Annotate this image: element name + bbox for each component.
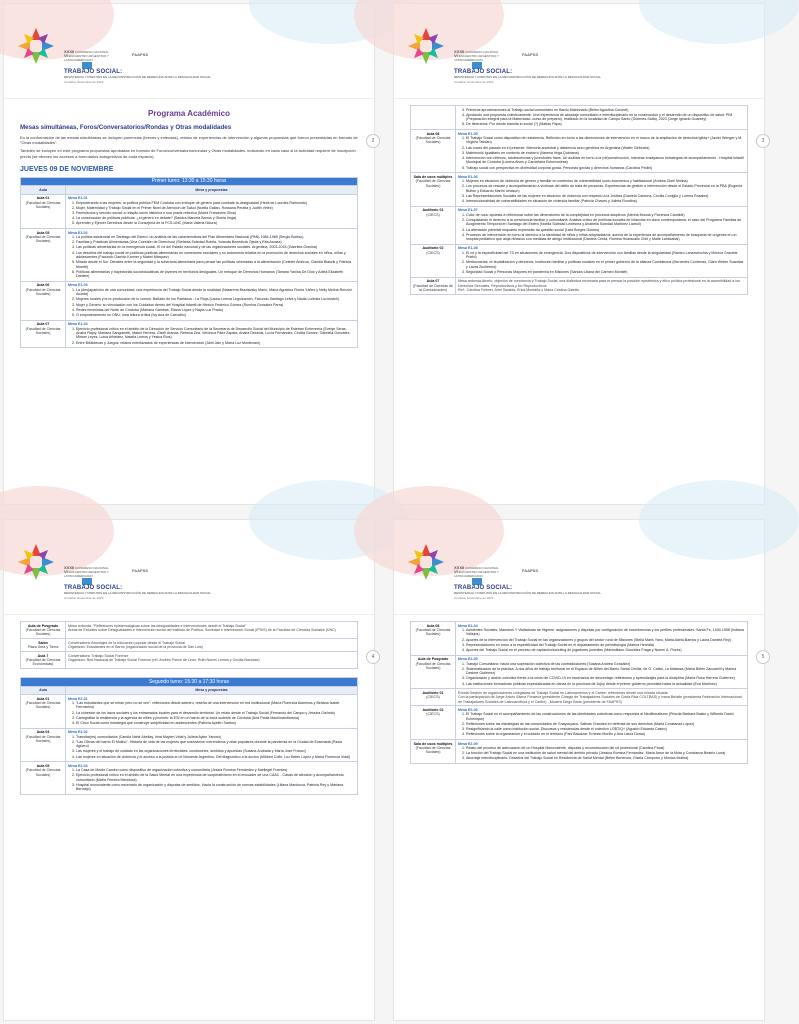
presentation-item: 2. Mujer, Maternidad y Trabajo Social en el Primer Nivel de Atención de Salud (Noelia Gaitan, Rossana Peralta y Judith Vélez) — [76, 206, 355, 210]
room-cell — [21, 281, 66, 320]
room-location: (CIECS) — [426, 712, 440, 717]
event-title: TRABAJO SOCIAL: — [454, 69, 513, 75]
table-row — [21, 281, 358, 320]
presentation-list — [458, 662, 745, 686]
mesa-cell — [456, 655, 748, 689]
room-cell — [21, 762, 66, 795]
mesa-code: Mesa E1-05 — [458, 131, 478, 136]
schedule-table — [410, 621, 748, 764]
column-header: Aula — [21, 186, 66, 194]
room-name: Auditorio 01 — [422, 208, 444, 213]
presentation-item: 3. Seguridad Social y Personas Mayores en pandemia en Misiones (Sandra Liliana del Carmen Montiel) — [466, 270, 745, 274]
presentation-item: 1. Asistentes Sociales, Maestros Y Visitadoras de Higiene: asignaciones y disputas por configuración de incumbencias y los perfiles profesionales. Santa Fe, 1940-1958 (Indiana Vallejos) — [466, 628, 745, 637]
presentation-item: 6. Políticas alimentarias y trayectorias socioeducativas de jóvenes en territorios desiguales. Un enfoque de Derechos Humanos (Tamara Yanina De Dios y Ariela Elizabeth Daniele) — [76, 270, 355, 279]
presentation-item: 4. Las mujeres en situación de violencia y el acceso a la justicia en el Noroeste Argentino. Del diagnóstico a la acción (Mildred Coffo, Luz Belén López y María Florencia Vidal) — [76, 755, 355, 759]
event-subtitle: RESISTENCIA Y DISPUTAS EN LA RECONSTRUCCIÓN DE DERECHOS ANTE LA DESIGUALDAD SOCIAL — [64, 75, 212, 79]
presentation-list — [68, 701, 355, 725]
room-location: (Facultad de Ciencias Sociales) — [25, 734, 61, 743]
room-location: (Facultad de Ciencias Sociales) — [25, 234, 61, 244]
congress-logo-icon — [404, 24, 448, 68]
room-location: (Facultad de Ciencias de la Comunicación) — [413, 283, 453, 293]
activity-reference: Con la participación de Jorge Arturo Sáenz Fonseca (presidente Colegio de Trabajadores Sociales de Costa Rica COLTRAS) y Ivana Belatte (presidenta Federación Internacional de Trabajadores Sociales de Latinoamérica y el Caribe) - Modera Diego Barla (presidente de FAAPSS) — [458, 695, 742, 704]
presentation-item: 3. Primeras aproximaciones al Trabajo social comunitario en Barrio Maldonado (Belén Agustina Coronel) — [466, 108, 745, 112]
org-logo-mark — [472, 578, 482, 585]
room-name: Auditorio 02 — [422, 707, 444, 712]
room-location: (Facultad de Ciencias Sociales) — [415, 746, 451, 755]
table-row — [21, 695, 358, 729]
presentation-item: 1. Color de rosa: apuesta a reflexionar sobre las dimensiones de la complejidad en procesos adoptivos (Nerina Muruia y Florencia Candioti) — [466, 213, 745, 217]
room-location: (CIECS) — [426, 250, 440, 255]
congress-logo-icon — [404, 540, 448, 584]
presentation-item: 2. "Las Oleras del barrio El Molino"- Historia de vida de las mujeres que sostuvieron merenderos y ollas populares durante la pandemia en la Ciudad de Ensenada (Paola Agüero) — [76, 740, 355, 749]
org-logo-mark — [82, 62, 92, 69]
room-name: Aula 01 — [36, 696, 50, 701]
document-page-5 — [394, 520, 764, 1020]
presentation-item: 3. Resignificando la calle como institución social. Discursos y resistencias desde el colectivo LGBTIQ+ (Agustín Eduardo Castro) — [466, 727, 745, 731]
mesa-cell — [456, 706, 748, 740]
presentation-item: 2. Sistematización de la práctica. A dos años de trabajo territorial en el Espacio de Niñes del Barrio Santa Cecilia, de G. Catán, La Matanza (María Belén Zaccarelli y Marina Desiree Gutiérrez) — [466, 667, 745, 676]
room-cell — [411, 206, 456, 244]
room-location: (CIECS) — [426, 695, 440, 700]
presentation-item: 1. El Trabajo Social en el acompañamiento de las construcciones de las identidades colectivas como respuesta al Neoliberalismo (Priscila Bárbara Basko y Wilberto David Echenique) — [466, 712, 745, 721]
congress-label: XXXII CONGRESO NACIONAL VI ENCUENTRO ARGENTINO Y LATINOAMERICANO — [454, 565, 499, 578]
room-location: (Facultad de Ciencias Sociales) — [25, 768, 61, 777]
room-location: (Facultad de Ciencias Económicas) — [25, 657, 61, 667]
table-row — [411, 277, 748, 294]
presentation-item: 3. Las políticas alimentarias en la emergencia social. El rol del Estado nacional y de las organizaciones sociales. Argentina, 2003-2015 (Gabriela Gravina) — [76, 245, 355, 249]
room-cell — [411, 173, 456, 207]
presentation-item: 2. Entre Bibliotecas y Juegos: relatos entrelazados de experiencias de intervención (Abril Jain y María Luz Montenaro) — [76, 341, 355, 345]
page-number: 4 — [366, 650, 380, 664]
table-row — [21, 229, 358, 282]
intro-paragraph: También se incluyen en este programa propuestas aprobadas en formato de Foros/conversatorios/rondas y Otras modalidades, indicando en cada caso si la actividad requiere de inscripción previa (se ofrecen los accesos a formularios autogestivos de cada espacio). — [20, 148, 356, 159]
presentation-item: 4. Interseccionalidad de vulnerabilidades en situación de violencia familiar (Patricia Chaves y Julieta Rondina) — [466, 199, 745, 203]
presentation-list — [458, 213, 745, 242]
mesa-code: Mesa E2-04 — [458, 623, 478, 628]
mesa-code: Mesa E1-07 — [458, 208, 478, 213]
room-cell — [411, 622, 456, 656]
mesa-code: Mesa E1-08 — [458, 246, 478, 251]
presentation-list — [68, 327, 355, 345]
presentation-item: 2. Meritocracias, re-feudalización y derechos. Institución familiar y políticas sociales en el primer gobierno de la alianza Cambiemos (Mercedes Contreras, Clara Weber Suardiaz y Laura Zuchermo) — [466, 260, 745, 269]
room-location: (Facultad de Ciencias Sociales) — [415, 627, 451, 637]
table-row — [21, 652, 358, 669]
mesa-code: Mesa E2-06 — [458, 707, 478, 712]
event-date: Córdoba, Noviembre de 2023 — [454, 80, 494, 84]
org-logo-mark — [472, 62, 482, 69]
presentation-item: 2. Ejercicio profesional crítico en el ámbito de la Salud Mental en una experiencia de cooperativismo en el encuadre de una CAAC - Casas de atención y acompañamiento comunitario (María Ferreira Mendoza) — [76, 773, 355, 782]
page-header — [4, 520, 374, 615]
room-cell — [21, 622, 66, 639]
room-name: Aula de Posgrado — [417, 657, 449, 662]
table-row — [21, 194, 358, 228]
mesa-cell — [456, 206, 748, 244]
room-cell — [21, 695, 66, 729]
mesa-cell — [66, 320, 358, 348]
presentation-item: 2. Los procesos de rescate y acompañamiento a víctimas del delito de trata de personas. Experiencias de gestión e intervención desde el Estado Provincial en la PBA (Eugenia Bulfón y Eduardo Martín Urtasun) — [466, 184, 745, 193]
room-name: Sala de usos múltiples — [413, 174, 453, 179]
table-row — [411, 130, 748, 173]
presentation-item: 3. Matrimonio igualitario en contexto de encierro (Vanesa Vega Quintana) — [466, 151, 745, 155]
presentation-item: 1. La Casa de Medio Camino como dispositivo de organización colectiva y comunitaria (Jesica Romina Fernández y Marilegel Fuentes) — [76, 768, 355, 772]
presentation-list — [458, 712, 745, 736]
room-name: Aula 7 — [37, 653, 49, 658]
presentation-item: 4. Las instituciones formadoras públicas especializadas en danza en la provincia de Jujuy desde el primer gobierno peronista hasta la actualidad (Eva Martínez) — [466, 682, 745, 686]
presentation-item: 3. Mujer y Género: su vinculación con los Cuidados dentro del Hospital Infantil de México Federico Gómez (Rumina González Parra) — [76, 303, 355, 307]
decorative-blob — [639, 0, 799, 44]
room-cell — [411, 106, 456, 130]
room-name: Auditorio 02 — [422, 246, 444, 251]
presentation-list — [458, 746, 745, 761]
day-title: JUEVES 09 DE NOVIEMBRE — [20, 165, 114, 173]
presentation-list — [458, 136, 745, 170]
presentation-item: 2. La cohesión de los lazos sociales y los entramados locales para el desarrollo territorial. Un relato desde el Trabajo Social (Fernando del Campo y Jessica Galindo) — [76, 711, 355, 715]
presentation-item: 2. Aportes de la Intervención del Trabajo Social en las organizaciones y grupos del sector rural de Misiones (Stella Maris Yano, Maria Adela Barrios y Laura Daniela Rey) — [466, 638, 745, 642]
column-header: Mesa y propuestas — [66, 186, 358, 194]
congress-logo-icon — [14, 24, 58, 68]
schedule-table — [20, 177, 358, 349]
presentation-item: 2. La función del Trabajo Social en una institución de salud mental del ámbito privado (Jessica Romina Fernández, María Amor de la Mota y Constanza Beatriz Luna) — [466, 751, 745, 755]
room-name: Salón — [38, 640, 48, 645]
page-header — [4, 4, 374, 99]
mesa-cell — [456, 622, 748, 656]
page-number: 2 — [366, 134, 380, 148]
mesa-cell — [66, 622, 358, 639]
section-heading: Mesas simultáneas, Foros/Conversatorios/Rondas y Otras modalidades — [20, 124, 232, 131]
room-cell — [21, 229, 66, 282]
room-name: Aula 08 — [426, 623, 440, 628]
presentation-item: 3. La alienación parental enquanto expressão da questão social (Lara Borges Gomes) — [466, 228, 745, 232]
table-row — [411, 655, 748, 689]
presentation-item: 4. Ajustando una propuesta colectivamente. Una experiencia de abordaje comunitario e interdisciplinario en la construcción y el desarrollo de un dispositivo de salud: PIM (Preparación integral para la Maternidad -curso de preparto), realizado en la localidad de Campo Santo (Güemes-Salta), 2023 (Jorge Ignacio Guantey) — [466, 113, 745, 122]
mesa-cell — [456, 277, 748, 294]
presentation-item: 1. El rol y la especificidad del TS en situaciones de emergencia. Dos dispositivos de intervención con familias desde la singularidad (Ramiro Lanzavecchia y Mónica Graciela Prieto) — [466, 251, 745, 260]
schedule-table — [410, 105, 748, 295]
room-location: (Facultad de Ciencias Sociales) — [415, 179, 451, 188]
room-location: (Facultad de Ciencias Sociales) — [25, 700, 61, 710]
presentation-item: 1. El Trabajo Social como dispositivo de resistencia. Reflexión en torno a las dimensiones de intervención en el marco de la ampliación de derechos lgtbiq+ (Javier Wenger y M. Virginia Tatoian) — [466, 136, 745, 145]
room-cell — [21, 194, 66, 228]
org-logo-mark — [82, 578, 92, 585]
presentation-item: 1. Relato del proceso de adecuación de un Hospital Monovalente, disputas y reconstrucción del rol profesional (Carolina Fecal) — [466, 746, 745, 750]
activity-reference: Áreas de Estudios sobre Desigualdades e Intervención social del Instituto de Política, Sociedad e Intervención Social (IPSIS) de la Facultad de Ciencias Sociales (UNC) — [68, 627, 336, 632]
mesa-code: Mesa E2-05 — [458, 657, 478, 662]
room-cell — [21, 652, 66, 669]
presentation-list — [458, 251, 745, 275]
room-cell — [411, 740, 456, 764]
column-header: Aula — [21, 686, 66, 694]
room-name: Sala de usos múltiples — [413, 741, 453, 746]
presentation-item: 4. Reflexiones sobre la organización y el cuidado en el territorio (Fani Balcázar, Ernesto Morillo y Ana Laura Dorsa) — [466, 732, 745, 736]
mesa-cell — [66, 652, 358, 669]
activity-title: Ronda Gestión de organizaciones colegiadas de Trabajo Social en Latinoamérica y el Caribe: reflexiones desde una mirada situada — [458, 690, 668, 695]
event-subtitle: RESISTENCIA Y DISPUTAS EN LA RECONSTRUCCIÓN DE DERECHOS ANTE LA DESIGUALDAD SOCIAL — [64, 591, 212, 595]
presentation-item: 3. Hospital monovalente como escenario de organización y disputas de sentidos. Hacia la construcción de nuevas estabilidades (Liliana Mardocca, Patricia Rey y Mariana Bermejo) — [76, 783, 355, 792]
activity-title: Conversatorio Trabajo Social Forense — [68, 653, 129, 658]
room-cell — [411, 689, 456, 706]
event-title: TRABAJO SOCIAL: — [64, 585, 123, 591]
presentation-item: 4. El Circo Social como estrategia que construye subjetividad en adolescentes (Patricia Ayelén Santos) — [76, 721, 355, 725]
mesa-cell — [456, 740, 748, 764]
room-cell — [411, 706, 456, 740]
presentation-item: 1. Mujeres en situación de violencia de género y familiar en contextos de vulnerabilidad socio-económica y habitacional (Andrea Gisel Molina) — [466, 179, 745, 183]
mesa-cell — [66, 229, 358, 282]
presentation-item: 2. Mujeres rurales y la re-producción de lo común. Bañado de los Pantanos - La Rioja (Laura Lorena Leguizamón, Facundo Santiago Leiva y Nadia Ludmila Lucinovich) — [76, 297, 355, 301]
room-name: Aula 08 — [426, 131, 440, 136]
event-date: Córdoba, Noviembre de 2023 — [64, 80, 104, 84]
presentation-item: 3. Abordaje interdisciplinario: Desafíos del Trabajo Social en Residencia de Salud Mental (Belén Benencia, Gisela Camporro y Mónica Molina) — [466, 756, 745, 760]
table-row — [411, 206, 748, 244]
presentation-item: 5. Aprender y Ejercer Derechos desde la Consejería de la FCS-UNC (Maria Valeria Nicora) — [76, 221, 355, 225]
page-header — [394, 520, 764, 615]
presentation-item: 4. Procesos de intervención en torno al derecho a la identidad de niños y niñas adoptadas/os: acerca de la experiencia de acompañamiento de búsqueda de orígenes en un hospital pediátrico que aloja niñas/os con medidas de abrigo institucional (Daniela Cerdá, Romina Huaracallo Chiri y Maite Lardizabal) — [466, 233, 745, 242]
presentation-item: 2. Familias y Prácticas Alimentarias (Una Cuestión de Derechos) (Stefania Soledad Rotela, Yolanda Benedicta Ojeda y Rita Acosta) — [76, 240, 355, 244]
table-row — [411, 244, 748, 277]
presentation-item: 3. Organización y acción colectiva frente a la crisis del COVID-19 en escenarios de desventaja: reflexiones y aprendizajes para la disciplina (María Rosa Herrera Gutiérrez) — [466, 676, 745, 680]
mesa-code: Mesa E1-06 — [458, 174, 478, 179]
presentation-item: 2. Conquistando el derecho a la convivencia familiar y comunitaria. Análisis crítico de políticas sociales de infancias en clave contemporánea: el caso del Programa Familias de Acogimiento Temporal en Santiago del Estero (Noelia Soledad Ledesma y Anabella Soledad Martínez Llarrull) — [466, 218, 745, 227]
turn-title: Primer turno: 13:30 a 15:30 horas — [21, 177, 358, 185]
table-row — [411, 173, 748, 207]
schedule-table — [20, 621, 358, 669]
activity-title: Conversatorio Abordajes de la educación popular desde el Trabajo Social — [68, 640, 185, 645]
room-location: (Facultad de Ciencias Sociales) — [25, 627, 61, 637]
activity-reference: Organizan: Estudiantes en el Barrio (organización social de la provincia de San Luis) — [68, 645, 203, 650]
room-name: Aula 05 — [36, 230, 50, 235]
presentation-item: 3. Las mujeres y el trabajo de cuidado en las organizaciones territoriales: condiciones, sentidos y apuestas (Susana Andrada y María José Franco) — [76, 749, 355, 753]
presentation-item: 2. Las voces del pasado en el presente. Memoria ancestral y disidencia sexo genérica en Argentina (Walter Giribuela) — [466, 146, 745, 150]
mesa-cell — [66, 762, 358, 795]
page-number: 3 — [756, 134, 770, 148]
room-name: Aula de Posgrado — [27, 623, 59, 628]
presentation-item: 1. Ejercicio profesional crítico en el ámbito de la Dirección de Servicio Comunitario de la Secretaría de Desarrollo Social del Municipio de Esteban Echeverría (Evelyn Seras, Analía Rajoy, Mariana Sanguinetti, Mabel Herrera, Gisell Aranda, Rebeca Zea, Verónica Páez Zapata, Analía Desbois, Lucía Fernández, Cecilia Gómez, Gabriela González, Miriam Leyes, Luisa Arbeláez, Natalia Lemos y Yesica Ríos) — [76, 327, 355, 340]
mesa-cell — [66, 194, 358, 228]
page-header — [394, 4, 764, 99]
presentation-item: 1. Transitar(es) comunitarios (Camila Nahir Abellay, Irina Maylen Vidal y Julieta Aylen Yanoso) — [76, 735, 355, 739]
mesa-code: Mesa E1-01 — [68, 196, 88, 201]
room-cell — [411, 655, 456, 689]
document-page-3 — [394, 4, 764, 504]
table-row — [411, 106, 748, 130]
mesa-code: Mesa E2-02 — [68, 730, 88, 735]
mesa-code: Mesa E2-09 — [458, 741, 478, 746]
presentation-item: 4. Aportes del Trabajo Social en el proceso de captación/scouting de jugadores juveniles (Maximiliano González Fraga y Noemí A. Flores) — [466, 648, 745, 652]
congress-logo-icon — [14, 540, 58, 584]
presentation-item: 1. Empoderando a las mujeres: la política pública FEM Córdoba con enfoque de género para combatir la desigualdad (Heidi de Lourdes Raimondo) — [76, 201, 355, 205]
room-name: Aula 07 — [36, 322, 50, 327]
room-cell — [411, 277, 456, 294]
event-subtitle: RESISTENCIA Y DISPUTAS EN LA RECONSTRUCCIÓN DE DERECHOS ANTE LA DESIGUALDAD SOCIAL — [454, 591, 602, 595]
mesa-cell — [66, 281, 358, 320]
mesa-cell — [456, 689, 748, 706]
decorative-blob — [639, 480, 799, 560]
table-row — [411, 622, 748, 656]
org-logo: FAAPSS — [522, 568, 539, 573]
presentation-list — [458, 628, 745, 652]
congress-label: XXXII CONGRESO NACIONAL VI ENCUENTRO ARGENTINO Y LATINOAMERICANO — [454, 49, 499, 62]
table-row — [411, 740, 748, 764]
presentation-list — [68, 288, 355, 318]
room-name: Aula 06 — [36, 283, 50, 288]
table-row — [411, 689, 748, 706]
activity-reference: Organizan: Red Nacional de Trabajo Social Forense (ref: Andrés Ponce de León, Ruth Noemí Lemos y Cecilia Nacusse) — [68, 657, 260, 662]
mesa-code: Mesa E1-02 — [68, 230, 88, 235]
congress-label: XXXII CONGRESO NACIONAL VI ENCUENTRO ARGENTINO Y LATINOAMERICANO — [64, 49, 109, 62]
program-title: Programa Académico — [148, 109, 230, 118]
presentation-item: 3. Feminismos y servicio social: a relação sócio histórica e sua práxis reflexiva (Maíra Francisme Silva) — [76, 211, 355, 215]
event-subtitle: RESISTENCIA Y DISPUTAS EN LA RECONSTRUCCIÓN DE DERECHOS ANTE LA DESIGUALDAD SOCIAL — [454, 75, 602, 79]
table-row — [21, 320, 358, 348]
event-title: TRABAJO SOCIAL: — [454, 585, 513, 591]
table-row — [411, 706, 748, 740]
table-row — [21, 622, 358, 639]
presentation-item: 3. Cartografiar la resistencia y la agencia de niñes y jóvenes: la ESI en un barrio de la zona sudeste de Córdoba (Ana Paula Machinandiarena) — [76, 716, 355, 720]
presentation-item: 1. Trabajo Comunitario: hacia una superación colectiva de las contradicciones (Susana Andrea González) — [466, 662, 745, 666]
presentation-item: 5. De Itinerarios. Por dónde transita lo social (?) (Matías Papa) — [466, 122, 745, 126]
activity-title: Mesa redonda Aborto, objeción de conciencia y Trabajo Social: una dialéctica necesaria para re-pensar la posición epistémica y ético política profesional en la accesibilidad a los Derechos Sexuales, Reproductivos y No Reproductivos — [458, 279, 740, 288]
table-row — [21, 728, 358, 762]
mesa-code: Mesa E1-04 — [68, 322, 88, 327]
presentation-item: 3. Representaciones en torno a la especificidad del Trabajo Social en el departamento de perinatología (Marina Heredia) — [466, 643, 745, 647]
room-name: Aula 01 — [36, 196, 50, 201]
event-date: Córdoba, Noviembre de 2023 — [454, 596, 494, 600]
table-row — [21, 762, 358, 795]
turn-title: Segundo turno: 15:30 a 17:30 horas — [21, 678, 358, 686]
room-name: Aula 04 — [36, 730, 50, 735]
org-logo: FAAPSS — [132, 52, 149, 57]
document-page-4 — [4, 520, 374, 1020]
presentation-item: 3. Las Representaciones Sociales de las mujeres en situación de violencia con respecto a la Justicia (Daniela Cardona, Cecilia Coniglio y Lorena Rosales) — [466, 194, 745, 198]
org-logo: FAAPSS — [522, 52, 539, 57]
room-location: (CIECS) — [426, 212, 440, 217]
presentation-item: 1. La (des)aparición de una comunidad: una experiencia del Trabajo Social desde la ruralidad (Nazarena Brazlavsky Marín, María Agustina Flores Yáñez y Nelly Melina Renzini Acosta) — [76, 288, 355, 297]
presentation-list — [68, 201, 355, 226]
presentation-item: 5. Mirada desde el Sur. Debates entre la seguridad y la soberanía alimentaria para pensar las políticas orientadas a la alimentación (Celeste Ambroa, Claudia Blaszik y Patricia Moretti) — [76, 260, 355, 269]
mesa-cell — [456, 173, 748, 207]
schedule-table — [20, 677, 358, 795]
room-location: (Facultad de Ciencias Sociales) — [415, 661, 451, 670]
congress-label: XXXII CONGRESO NACIONAL VI ENCUENTRO ARGENTINO Y LATINOAMERICANO — [64, 565, 109, 578]
presentation-list — [68, 768, 355, 792]
room-location: (Facultad de Ciencias Sociales) — [415, 135, 451, 145]
room-location: (Facultad de Ciencias Sociales) — [25, 326, 61, 336]
room-cell — [21, 320, 66, 348]
event-date: Córdoba, Noviembre de 2023 — [64, 596, 104, 600]
room-location: (Facultad de Ciencias Sociales) — [25, 200, 61, 209]
presentation-list — [458, 179, 745, 203]
mesa-cell — [66, 695, 358, 729]
presentation-item: 4. Los desafíos del trabajo social en políticas públicas alimentarias en comedores escolares y su autonomía relativa en la promoción de derechos sociales en niños, niñas y adolescentes (Facundo Garrido Kromer y Mabel Márquez) — [76, 251, 355, 260]
presentation-item: 4. Intervención con niñeces, adolescencias y juventudes trans. Un análisis en torno a la (de)construcción, mientras ensayamos estrategias de acompañamiento - Hospital Infantil Municipal de Córdoba (Lorena Alves y Candelaria Echeconiesa) — [466, 156, 745, 165]
presentation-item: 4. Redes feministas del Norte de Córdoba (Mariana Gambas, Eliana López y Nayla Luz Prado) — [76, 308, 355, 312]
org-logo: FAAPSS — [132, 568, 149, 573]
mesa-cell — [456, 130, 748, 173]
room-name: Aula 05 — [36, 763, 50, 768]
room-name: Auditorio 01 — [422, 690, 444, 695]
presentation-list — [68, 735, 355, 759]
room-cell — [21, 728, 66, 762]
presentation-item: 5. O empoderamento no ONU: uma leitura crítica (Ivy Ana de Carvalho) — [76, 313, 355, 317]
presentation-item: 1. La política asistencial en Santiago del Estero: un análisis de las características del Plan Alimentario Nacional (PAN) 1984-1989 (Sergio Boleso) — [76, 235, 355, 239]
presentation-item: 1. "Las estudiantes que se miran pero no se ven": reflexiones desde adentro, reseña de una intervención en red institucional (María Florencia Alaminos y Betiana Isabel Ferroschio) — [76, 701, 355, 710]
column-header: Mesa y propuestas — [66, 686, 358, 694]
presentation-item: 2. Reflexiones sobre las estrategias de las comunidades de Guaycuyacu- Salinas Grandes en defensa de sus derechos (María Constanza López) — [466, 722, 745, 726]
room-cell — [411, 130, 456, 173]
activity-reference: Ref.: Carolina Follmer, Ariel Sarabia, Érica Montaña y María Cristina Galetto — [458, 288, 580, 293]
mesa-code: Mesa E2-03 — [68, 763, 88, 768]
intro-paragraph: En la conformación de las mesas simultáneas se incluyen ponencias (breves y extensas), relatos de experiencias de intervención y algunas propuestas que fueron presentadas en formato de "Otras modalidades". — [20, 135, 358, 146]
room-cell — [411, 244, 456, 277]
presentation-item: 4. La construcción de políticas públicas: ¿el género en debate? (Sandra Marcela Barros y Gisela Vega) — [76, 216, 355, 220]
mesa-cell — [456, 244, 748, 277]
table-row — [21, 639, 358, 652]
mesa-code: Mesa E1-03 — [68, 283, 88, 288]
room-name: Aula 07 — [426, 279, 440, 284]
document-page-2 — [4, 4, 374, 504]
event-title: TRABAJO SOCIAL: — [64, 69, 123, 75]
room-location: (Facultad de Ciencias Sociales) — [25, 287, 61, 297]
mesa-cell — [66, 728, 358, 762]
room-location: Plaza Geta y Tierra — [27, 645, 59, 650]
mesa-cell — [66, 639, 358, 652]
page-number: 5 — [756, 650, 770, 664]
activity-title: Mesa redonda: "Reflexiones epistemológicas sobre las desigualdades e intervenciones desde el Trabajo Social" — [68, 623, 247, 628]
mesa-code: Mesa E2-01 — [68, 696, 88, 701]
mesa-cell — [456, 106, 748, 130]
room-cell — [21, 639, 66, 652]
presentation-list — [68, 235, 355, 279]
presentation-item: 5. Trabajo social con perspectiva en diversidad corporal gorda. Personas gordas y derechos humanos (Carolina Pedini) — [466, 166, 745, 170]
presentation-list — [458, 108, 745, 127]
